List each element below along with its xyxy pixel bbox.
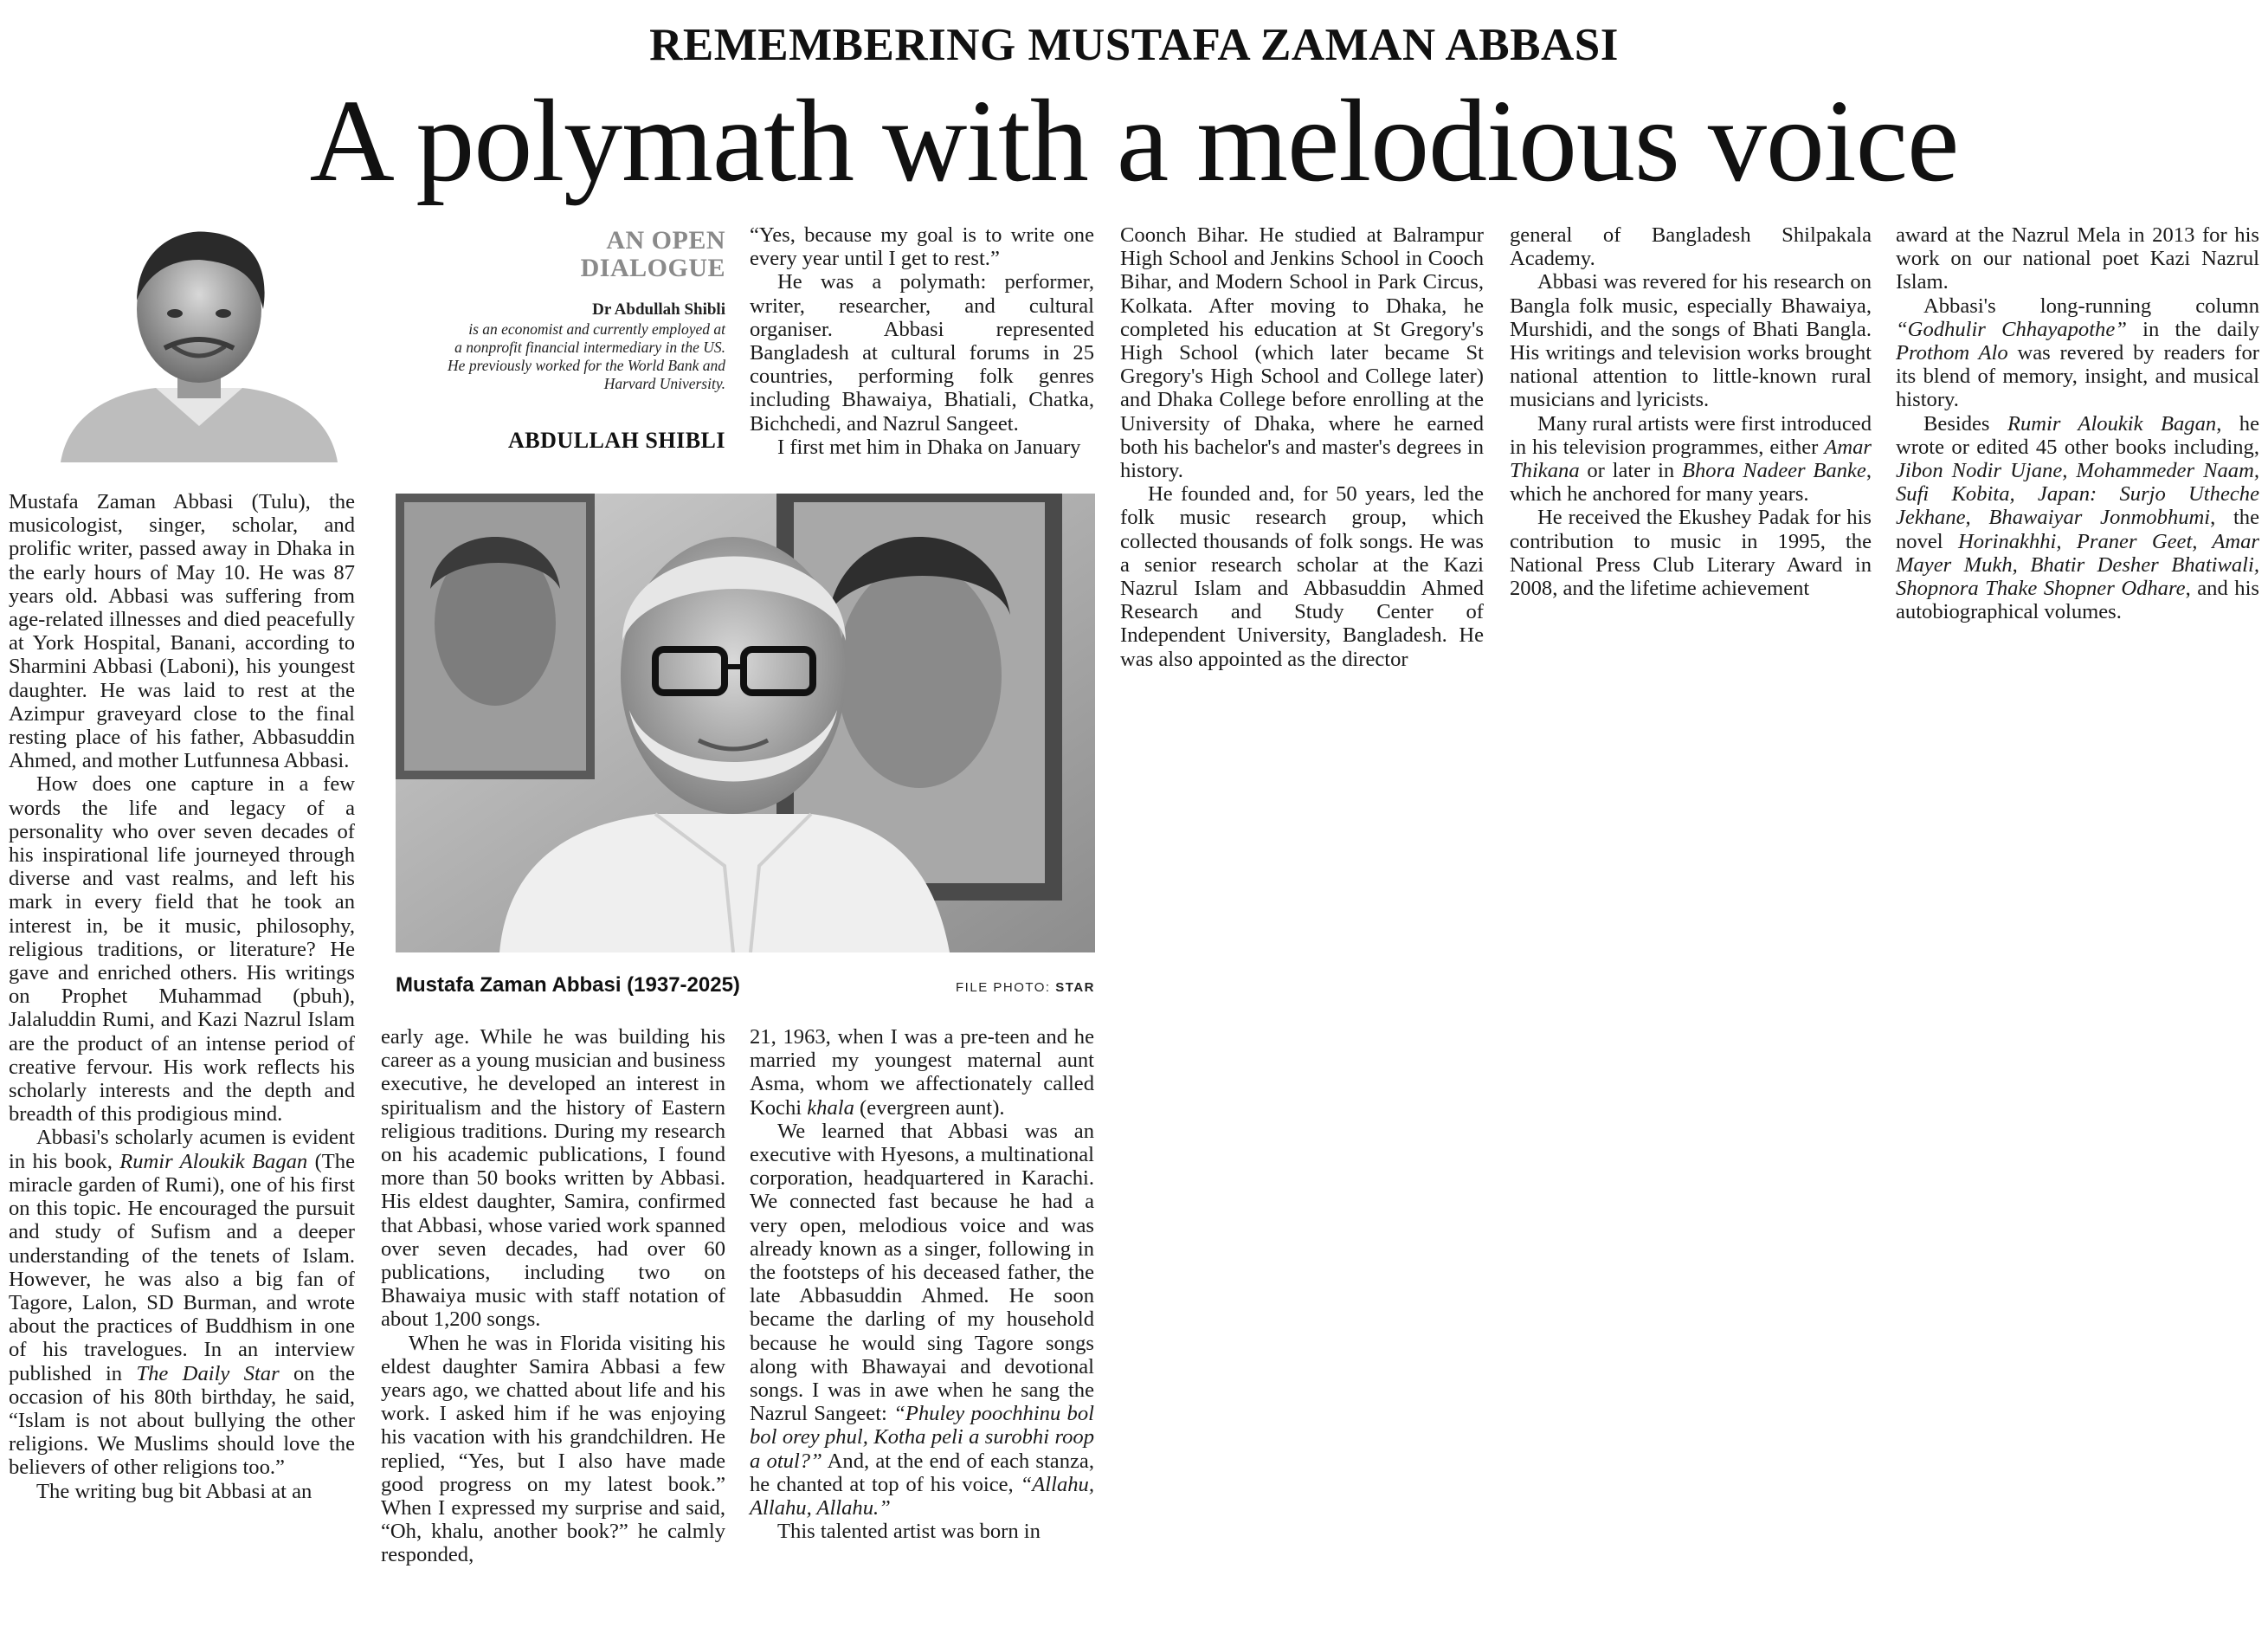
- paragraph: Abbasi's long-running column “Godhulir Chhayapothe” in the daily Prothom Alo was revered by readers for its blend of memory, insight, and musical history.: [1896, 294, 2260, 412]
- paragraph: Abbasi was revered for his research on Bangla folk music, especially Bhawaiya, Murshidi, and the songs of Bhati Bangla. His writings and television works brought national attention to little-known rural musicians and lyricists.: [1510, 270, 1872, 412]
- article-column-1: [9, 490, 355, 1503]
- paragraph: Coonch Bihar. He studied at Balrampur High School and Jenkins School in Cooch Bihar, and Modern School in Park Circus, Kolkata. After moving to Dhaka, he completed his education at St Gregory's High School (which later became St Gregory's High School and College later) and Dhaka College before enrolling at the University of Dhaka, where he earned both his bachelor's and master's degrees in history.: [1120, 223, 1484, 483]
- paragraph: He founded and, for 50 years, led the folk music research group, which collected thousands of folk songs. He was a senior research scholar at the Kazi Nazrul Islam and Abbasuddin Ahmed Research and Study Center of Independent University, Bangladesh. He was also appointed as the director: [1120, 482, 1484, 671]
- article-column-3-bottom: [750, 1025, 1094, 1543]
- paragraph: 21, 1963, when I was a pre-teen and he married my youngest maternal aunt Asma, whom we affectionately called Kochi khala (evergreen aunt).: [750, 1025, 1094, 1120]
- photo-credit-prefix: FILE PHOTO:: [956, 980, 1051, 995]
- article-column-4: [1120, 223, 1484, 671]
- article-kicker: REMEMBERING MUSTAFA ZAMAN ABBASI: [649, 20, 1619, 70]
- column-tag-line-1: AN OPEN: [606, 226, 725, 255]
- paragraph: We learned that Abbasi was an executive with Hyesons, a multinational corporation, headquartered in Karachi. We connected fast because he had a very open, melodious voice and was already known as a singer, following in the footsteps of his deceased father, the late Abbasuddin Ahmed. He soon became the darling of my household because he would sing Tagore songs along with Bhawayai and devotional songs. I was in awe when he sang the Nazrul Sangeet: “Phuley poochhinu bol bol orey phul, Kotha peli a surobhi roop a otul?” And, at the end of each stanza, he chanted at top of his voice, “Allahu, Allahu, Allahu.”: [750, 1119, 1094, 1520]
- column-tag-line-2: DIALOGUE: [580, 254, 725, 282]
- paragraph: award at the Nazrul Mela in 2013 for his work on our national poet Kazi Nazrul Islam.: [1896, 223, 2259, 294]
- author-bio-line: a nonprofit financial intermediary in the US.: [454, 339, 725, 356]
- paragraph: He received the Ekushey Padak for his contribution to music in 1995, the National Press Club Literary Award in 2008, and the lifetime achievement: [1510, 506, 1872, 601]
- paragraph: Besides Rumir Aloukik Bagan, he wrote or edited 45 other books including, Jibon Nodir Ujane, Mohammeder Naam, Sufi Kobita, Japan: Surjo Utheche Jekhane, Bhawaiyar Jonmobhumi, the novel Horinakhhi, Praner Geet, Amar Mayer Mukh, Bhatir Desher Bhatiwali, Shopnora Thake Shopner Odhare, and his autobiographical volumes.: [1896, 411, 2260, 624]
- article-column-2: [381, 1025, 725, 1567]
- paragraph: general of Bangladesh Shilpakala Academy.: [1510, 223, 1872, 271]
- author-name: Dr Abdullah Shibli: [592, 300, 725, 319]
- author-bio-line: Harvard University.: [603, 375, 725, 392]
- author-bio: [364, 320, 725, 393]
- author-bio-line: is an economist and currently employed at: [468, 320, 725, 338]
- photo-credit: [866, 980, 1095, 995]
- article-column-6: [1896, 223, 2259, 623]
- paragraph: When he was in Florida visiting his eldest daughter Samira Abbasi a few years ago, we chatted about life and his work. I asked him if he was enjoying his vacation with his grandchildren. He replied, “Yes, but I also have made good progress on my latest book.” When I expressed my surprise and said, “Oh, khalu, another book?” he calmly responded,: [381, 1331, 725, 1567]
- paragraph: “Yes, because my goal is to write one every year until I get to rest.”: [750, 223, 1094, 271]
- paragraph: This talented artist was born in: [777, 1520, 1041, 1544]
- author-bio-line: He previously worked for the World Bank and: [448, 357, 725, 374]
- article-column-5: [1510, 223, 1872, 600]
- article-headline: A polymath with a melodious voice: [309, 76, 1959, 206]
- paragraph: The writing bug bit Abbasi at an: [36, 1479, 312, 1503]
- paragraph: Abbasi's scholarly acumen is evident in his book, Rumir Aloukik Bagan (The miracle garden of Rumi), one of his first on this topic. He encouraged the pursuit and study of Sufism and a deeper understanding of the tenets of Islam. However, he was also a big fan of Tagore, Lalon, SD Burman, and wrote about the practices of Buddhism in one of his travelogues. In an interview published in The Daily Star on the occasion of his 80th birthday, he said, “Islam is not about bullying the other religions. We Muslims should love the believers of other religions too.”: [9, 1126, 355, 1480]
- article-column-3-top: [750, 223, 1094, 459]
- paragraph: Mustafa Zaman Abbasi (Tulu), the musicologist, singer, scholar, and prolific writer, passed away in Dhaka in the early hours of May 10. He was 87 years old. Abbasi was suffering from age-related illnesses and died peacefully at York Hospital, Banani, according to Sharmini Abbasi (Laboni), his youngest daughter. He was laid to rest at the Azimpur graveyard close to the final resting place of his father, Abbasuddin Ahmed, and mother Lutfunnesa Abbasi.: [9, 490, 355, 773]
- main-photo: [396, 494, 1095, 952]
- author-photo: [26, 218, 372, 462]
- paragraph: early age. While he was building his career as a young musician and business executive, he developed an interest in spiritualism and the history of Eastern religious traditions. During my research on his academic publications, I found more than 50 books written by Abbasi. His eldest daughter, Samira, confirmed that Abbasi, whose varied work spanned over seven decades, had over 60 publications, including two on Bhawaiya music with staff notation of about 1,200 songs.: [381, 1025, 725, 1332]
- paragraph: Many rural artists were first introduced in his television programmes, either Amar Thikana or later in Bhora Nadeer Banke, which he anchored for many years.: [1510, 411, 1872, 507]
- photo-caption: Mustafa Zaman Abbasi (1937-2025): [396, 973, 740, 997]
- paragraph: How does one capture in a few words the life and legacy of a personality who over seven decades of his inspirational life journeyed through diverse and vast realms, and left his mark in every field that he took an interest in, be it music, philosophy, religious traditions, or literature? He gave and enriched others. His writings on Prophet Muhammad (pbuh), Jalaluddin Rumi, and Kazi Nazrul Islam are the product of an intense period of creative fervour. His work reflects his scholarly interests and the depth and breadth of this prodigious mind.: [9, 772, 355, 1127]
- paragraph: He was a polymath: performer, writer, researcher, and cultural organiser. Abbasi represented Bangladesh at cultural forums in 25 countries, performing folk genres including Bhawaiya, Bhatiali, Chatka, Bichchedi, and Nazrul Sangeet.: [750, 270, 1094, 436]
- byline: ABDULLAH SHIBLI: [508, 428, 725, 453]
- photo-credit-source: STAR: [1055, 980, 1095, 995]
- column-tag-title: [485, 227, 725, 282]
- paragraph: I first met him in Dhaka on January: [777, 435, 1081, 459]
